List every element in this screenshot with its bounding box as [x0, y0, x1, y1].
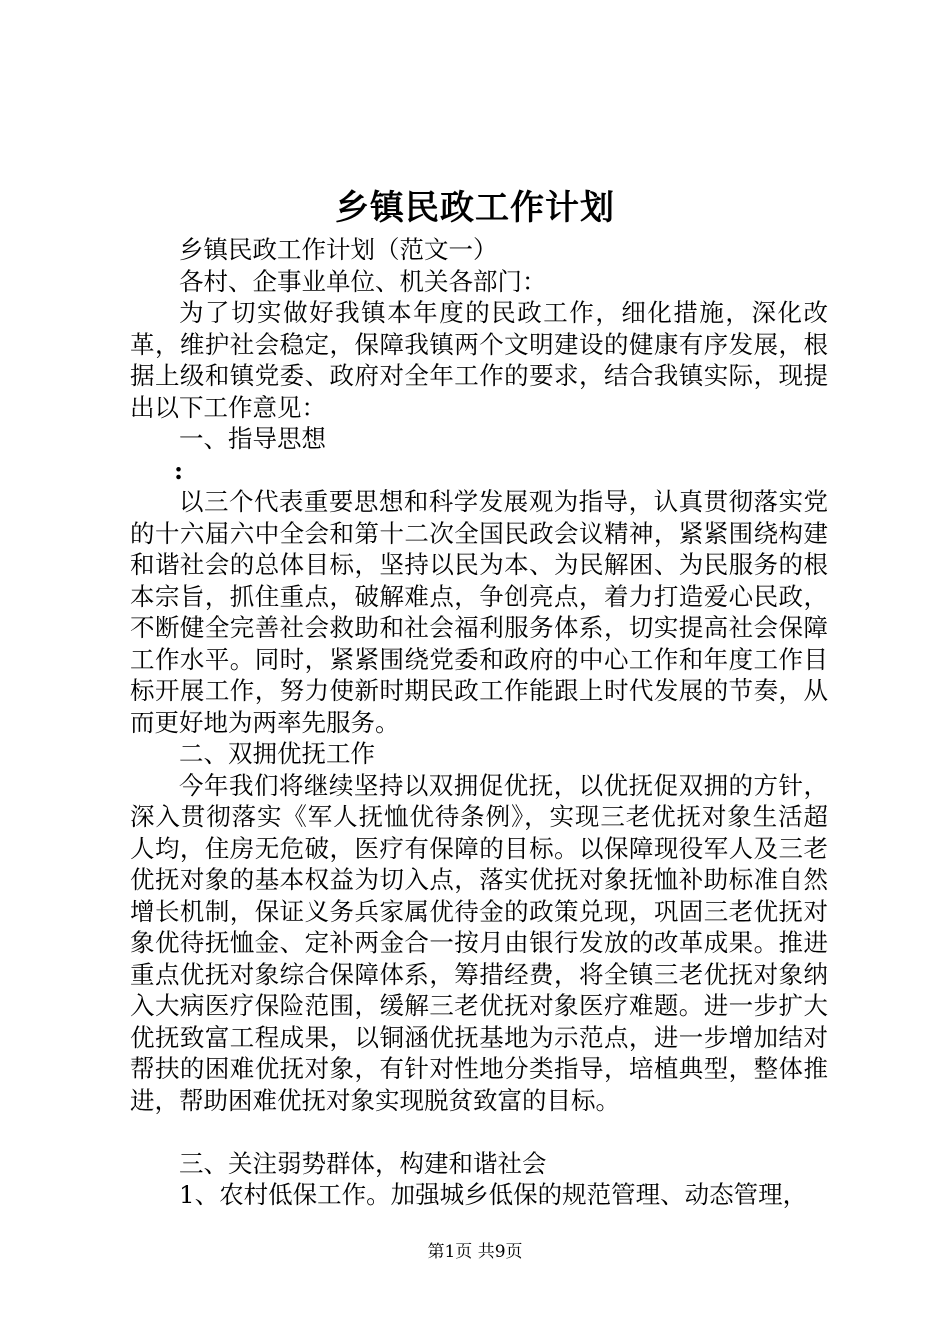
- section-body-guiding-ideology: 以三个代表重要思想和科学发展观为指导，认真贯彻落实党的十六届六中全会和第十二次全国民政会议精神，紧紧围绕构建和谐社会的总体目标，坚持以民为本、为民解困、为民服务的根本宗旨，抓住重点，破解难点，争创亮点，着力打造爱心民政，不断健全完善社会救助和社会福利服务体系，切实提高社会保障工作水平。同时，紧紧围绕党委和政府的中心工作和年度工作目标开展工作，努力使新时期民政工作能跟上时代发展的节奏，从而更好地为两率先服务。: [130, 487, 828, 737]
- salutation: 各村、企事业单位、机关各部门：: [179, 266, 547, 296]
- document-body: [130, 234, 828, 1211]
- section-heading-guiding-ideology: 一、指导思想: [179, 424, 326, 453]
- section-heading-support-army: 二、双拥优抚工作: [179, 739, 375, 768]
- intro-paragraph: 为了切实做好我镇本年度的民政工作，细化措施，深化改革，维护社会稳定，保障我镇两个文明建设的健康有序发展，根据上级和镇党委、政府对全年工作的要求，结合我镇实际，现提出以下工作意见：: [130, 298, 828, 422]
- section-item-rural-subsistence: 1、农村低保工作。加强城乡低保的规范管理、动态管理，: [179, 1180, 808, 1209]
- subtitle: 乡镇民政工作计划（范文一）: [179, 235, 498, 264]
- document-title: 乡镇民政工作计划: [335, 188, 615, 228]
- section-body-support-army: 今年我们将继续坚持以双拥促优抚，以优抚促双拥的方针，深入贯彻落实《军人抚恤优待条例》，实现三老优抚对象生活超人均，住房无危破，医疗有保障的目标。以保障现役军人及三老优抚对象的基本权益为切入点，落实优抚对象抚恤补助标准自然增长机制，保证义务兵家属优待金的政策兑现，巩固三老优抚对象优待抚恤金、定补两金合一按月由银行发放的改革成果。推进重点优抚对象综合保障体系，筹措经费，将全镇三老优抚对象纳入大病医疗保险范围，缓解三老优抚对象医疗难题。进一步扩大优抚致富工程成果，以铜涵优抚基地为示范点，进一步增加结对帮扶的困难优抚对象，有针对性地分类指导，培植典型，整体推进，帮助困难优抚对象实现脱贫致富的目标。: [130, 770, 828, 1115]
- blank-line: [130, 1116, 828, 1148]
- page-footer: 第1页 共9页: [427, 1242, 523, 1262]
- section-colon: :: [174, 455, 184, 485]
- section-heading-vulnerable-groups: 三、关注弱势群体，构建和谐社会: [179, 1148, 547, 1178]
